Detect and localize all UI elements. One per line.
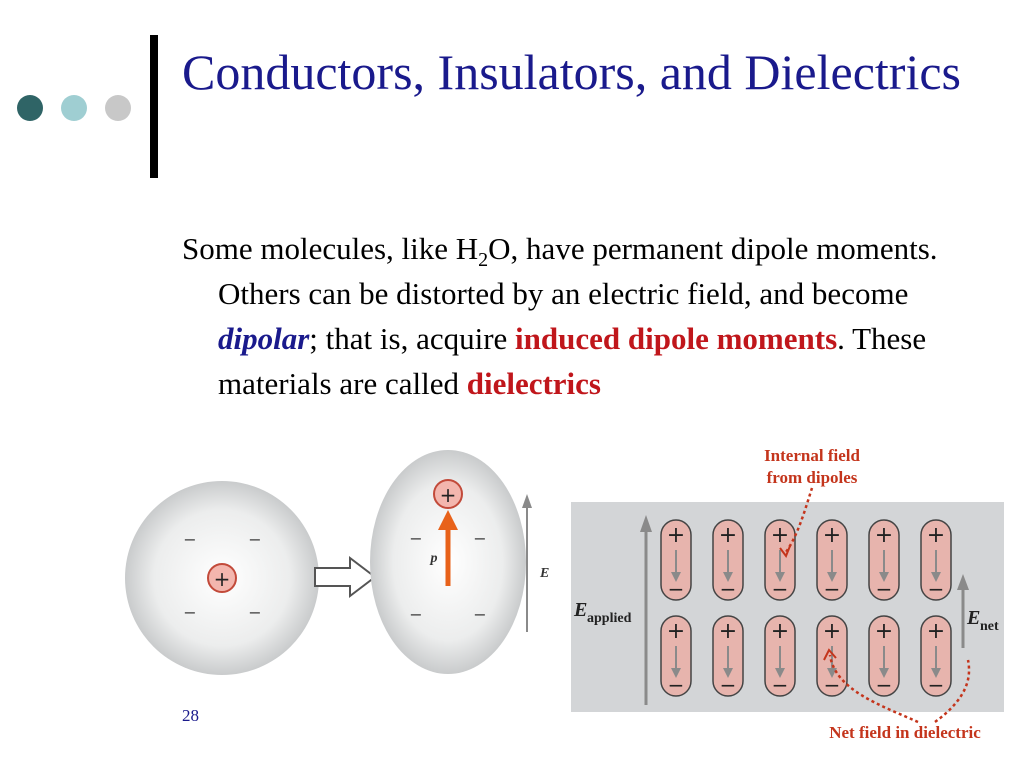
dipole-p-label: p: [430, 551, 438, 566]
dipole-plus: +: [822, 523, 842, 548]
dipole-plus: +: [822, 619, 842, 644]
dipole-capsule: [713, 616, 743, 697]
dipole-capsule: [921, 616, 951, 697]
e-applied-subscript: applied: [587, 611, 632, 626]
term-dipolar: dipolar: [218, 321, 310, 356]
dipole-minus: −: [719, 577, 737, 601]
dipole-plus: +: [666, 523, 686, 548]
field-e-label: E: [540, 566, 550, 581]
dipole-capsule: [765, 520, 795, 601]
transition-arrow-icon: [315, 558, 375, 596]
dipole-plus: +: [770, 619, 790, 644]
dipole-minus: −: [667, 577, 685, 601]
dipole-capsule: [817, 616, 847, 697]
dipole-capsule: [817, 520, 847, 601]
subscript-2: 2: [478, 249, 489, 272]
nucleus-plus: +: [213, 567, 231, 591]
e-net-subscript: net: [980, 619, 999, 634]
e-applied-label: E: [574, 599, 588, 621]
applied-field-arrow: [522, 494, 549, 632]
dipole-plus: +: [874, 523, 894, 548]
nucleus-plus: +: [439, 483, 457, 507]
dipole-plus: +: [926, 523, 946, 548]
dipole-plus: +: [770, 523, 790, 548]
electron-minus: −: [248, 603, 262, 622]
dipole-capsule: [713, 520, 743, 601]
electron-minus: −: [409, 605, 423, 624]
dipole-minus: −: [771, 577, 789, 601]
dipole-plus: +: [666, 619, 686, 644]
internal-field-label-1: Internal field: [764, 446, 860, 465]
electron-minus: −: [473, 605, 487, 624]
dipole-minus: −: [771, 673, 789, 697]
body-text-2: O, have permanent dipole moments. Others can be distorted by an electric field, and become: [218, 231, 938, 311]
net-field-label: Net field in dielectric: [829, 723, 981, 742]
dipole-plus: +: [718, 619, 738, 644]
e-net-label: E: [967, 607, 981, 629]
dipole-capsule: [661, 616, 691, 697]
dipole-minus: −: [823, 673, 841, 697]
dipole-minus: −: [927, 577, 945, 601]
dipole-capsule: [661, 520, 691, 601]
electron-minus: −: [248, 530, 262, 549]
electron-minus: −: [473, 529, 487, 548]
dipole-plus: +: [718, 523, 738, 548]
dipole-capsule: [869, 616, 899, 697]
dipole-plus: +: [874, 619, 894, 644]
neutral-atom: [125, 481, 319, 675]
page-number: 28: [182, 706, 199, 725]
dipole-minus: −: [875, 673, 893, 697]
dielectric-slab: [571, 488, 1004, 722]
polarized-atom: [370, 450, 526, 674]
body-text-4: . These materials are called: [218, 321, 927, 401]
dipole-minus: −: [823, 577, 841, 601]
term-induced-dipole-moments: induced dipole moments: [515, 321, 838, 356]
dipole-minus: −: [667, 673, 685, 697]
dipole-capsule: [921, 520, 951, 601]
dipole-minus: −: [927, 673, 945, 697]
dipole-plus: +: [926, 619, 946, 644]
body-text-3: ; that is, acquire: [309, 321, 516, 356]
dipole-minus: −: [875, 577, 893, 601]
term-dielectrics: dielectrics: [466, 366, 601, 401]
body-text-1: Some molecules, like H: [182, 231, 479, 266]
electron-minus: −: [183, 603, 197, 622]
internal-field-label-2: from dipoles: [766, 468, 858, 487]
dipole-minus: −: [719, 673, 737, 697]
slide-title: Conductors, Insulators, and Dielectrics: [182, 44, 961, 100]
dipole-capsule: [869, 520, 899, 601]
dipole-capsule: [765, 616, 795, 697]
electron-minus: −: [183, 530, 197, 549]
electron-minus: −: [409, 529, 423, 548]
